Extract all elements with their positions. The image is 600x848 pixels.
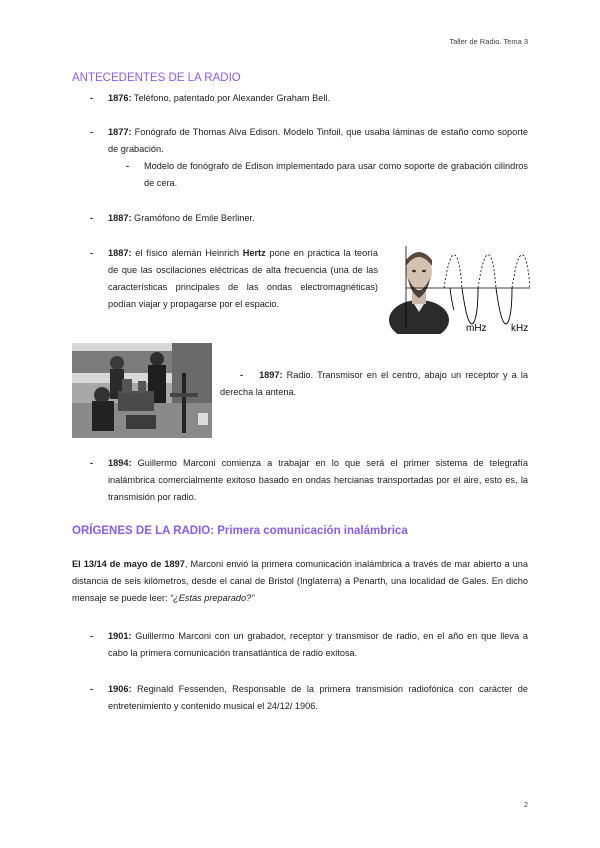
list-item-1877: - 1877: Fonógrafo de Thomas Alva Edison. Modelo Tinfoil, que usaba láminas de estaño como soporte de grabación. <box>108 124 528 158</box>
hertz-portrait <box>388 246 450 334</box>
section-title-antecedentes: ANTECEDENTES DE LA RADIO <box>72 72 241 84</box>
page-number: 2 <box>523 800 528 809</box>
bullet-dash: - <box>90 684 94 694</box>
bullet-dash: - <box>126 161 130 171</box>
hertz-illustration <box>388 242 530 334</box>
bullet-dash: - <box>240 370 244 380</box>
bullet-dash: - <box>90 631 94 641</box>
running-header: Taller de Radio. Tema 3 <box>449 37 528 46</box>
list-item-1897-radio: - 1897: Radio. Transmisor en el centro, abajo un receptor y a la derecha la antena. <box>220 370 528 397</box>
radio-photo-illustration <box>72 343 212 438</box>
intro-paragraph: El 13/14 de mayo de 1897, Marconi envió la primera comunicación inalámbrica a través de mar abierto a una distancia de seis kilómetros, desde el canal de Bristol (Inglaterra) a Penarth, una localidad de Gales. En dicho mensaje se puede leer: “¿Estás preparado?” <box>72 559 528 603</box>
radio-1897-photo <box>72 343 212 438</box>
list-subitem-wax-cylinders: - Modelo de fonógrafo de Edison implementado para usar como soporte de grabación cilindros de cera. <box>144 158 528 192</box>
bullet-dash: - <box>90 213 94 223</box>
list-item-1887-hertz: - 1887: el físico alemán Heinrich Hertz pone en práctica la teoría de que las oscilaciones eléctricas de alta frecuencia (una de las características principales de las ondas electromagnéticas) podían viajar y propagarse por el espacio. <box>108 245 378 313</box>
section-title-origenes: ORÍGENES DE LA RADIO: Primera comunicación inalámbrica <box>72 525 408 537</box>
bullet-dash: - <box>90 458 94 468</box>
bullet-dash: - <box>90 127 94 137</box>
list-item-1887-gramophone: - 1887: Gramófono de Emile Berliner. <box>108 210 528 227</box>
wave-label-mhz: mHz <box>466 323 487 334</box>
list-item-1901: - 1901: Guillermo Marconi con un grabador, receptor y transmisor de radio, en el año en que lleva a cabo la primera comunicación transatlántica de radio exitosa. <box>108 628 528 662</box>
list-item-1894: - 1894: Guillermo Marconi comienza a trabajar en lo que será el primer sistema de telegrafía inalámbrica comercialmente exitoso basado en ondas hercianas transportadas por el aire, esto es, la transmisión por radio. <box>108 455 528 506</box>
hertz-wave-figure <box>388 242 530 334</box>
wave-label-khz: kHz <box>511 323 529 334</box>
list-item-1876: - 1876: Teléfono, patentado por Alexander Graham Bell. <box>108 90 528 107</box>
list-item-1906: - 1906: Reginald Fessenden, Responsable de la primera transmisión radiofónica con carácter de entretenimiento y contenido musical el 24/12/ 1906. <box>108 681 528 715</box>
bullet-dash: - <box>90 248 94 258</box>
bullet-dash: - <box>90 93 94 103</box>
